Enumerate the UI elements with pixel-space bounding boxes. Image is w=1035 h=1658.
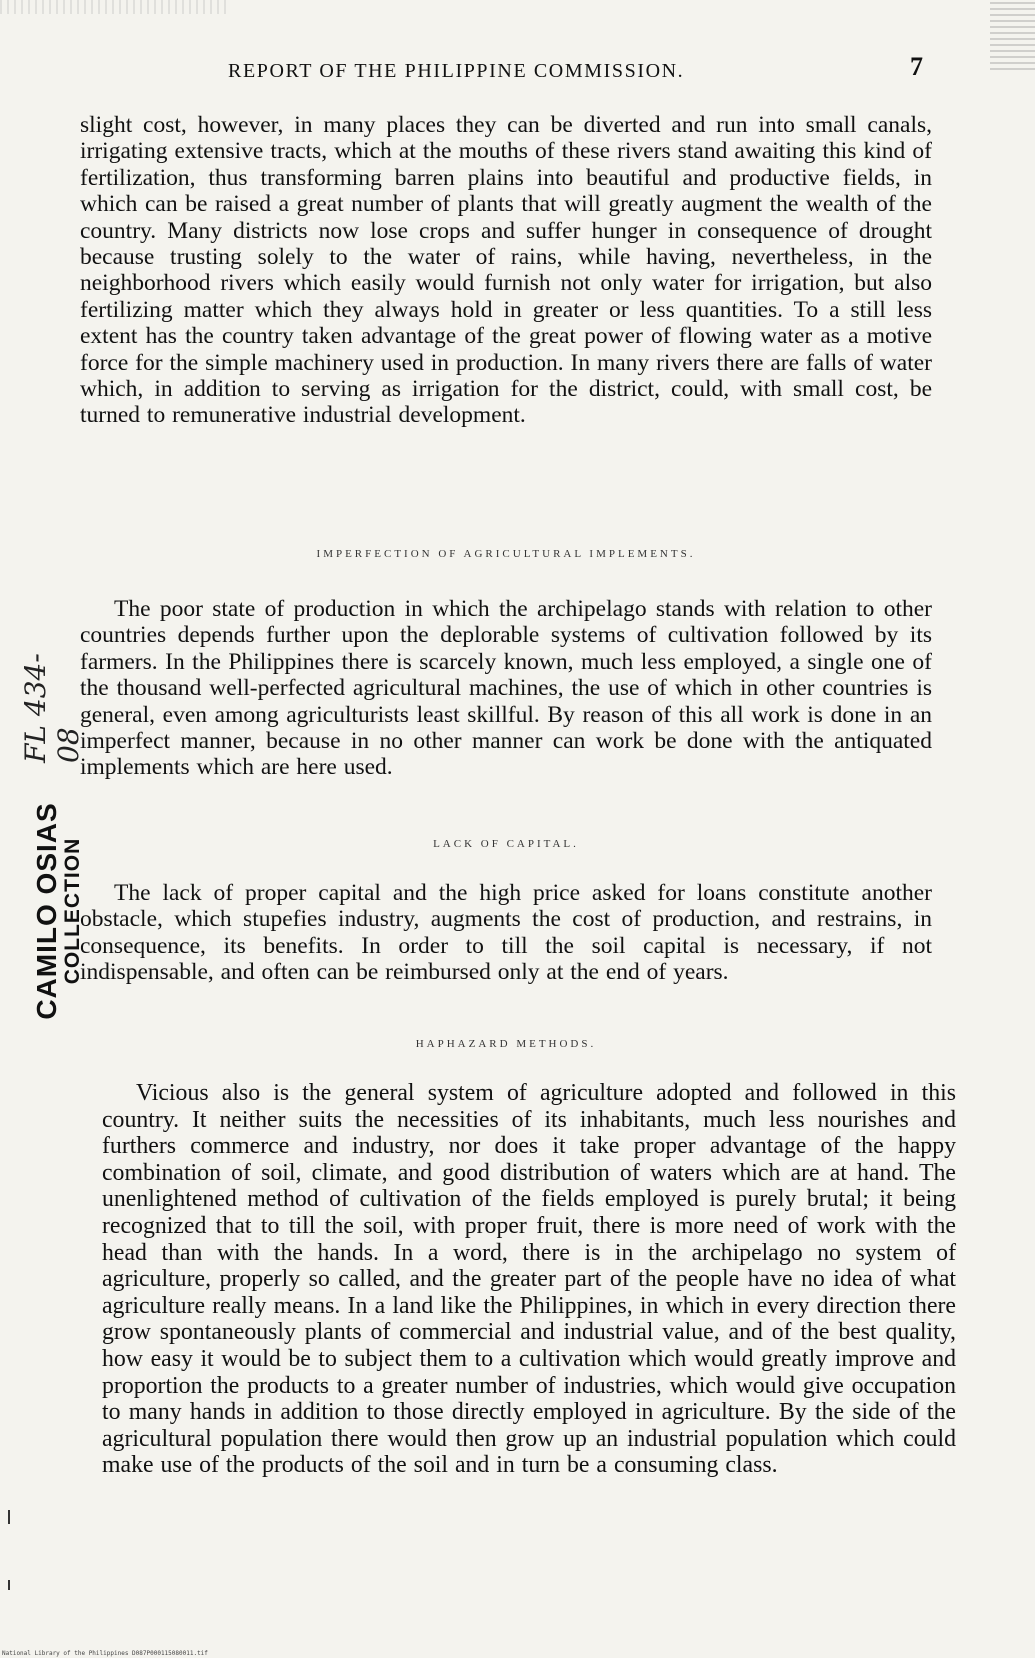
scan-footer: National Library of the Philippines D087P000115080011.tif: [2, 1650, 208, 1657]
stamp-line-2: COLLECTION: [61, 837, 84, 985]
paragraph: The poor state of production in which the archipelago stands with relation to other countries depends further upon the deplorable systems of cultivation followed by its farmers. In the Philippines there is scarcely known, much less employed, a single one of the thousand well-perfected agricultural machines, the use of which in other countries is general, even among agriculturists least skillful. By reason of this all work is done in an imperfect manner, because in no other manner can work be done with the antiquated implements which are here used.: [80, 596, 932, 781]
paragraph: Vicious also is the general system of agriculture adopted and followed in this country. It neither suits the necessities of its inhabitants, much less nourishes and furthers commerce and industry, nor does it take proper advantage of the happy combination of soil, climate, and good distribution of waters which are at hand. The unenlightened method of cultivation of the fields employed is purely brutal; it being recognized that to till the soil, with proper fruit, there is more need of work with the head than with the hands. In a word, there is in the archipelago no system of agriculture, properly so called, and the greater part of the people have no idea of what agriculture really means. In a land like the Philippines, in which in every direction there grow spontaneously plants of commercial and industrial value, and of the best quality, how easy it would be to subject them to a cultivation which would greatly improve and proportion the products to a greater number of industries, which would give occupation to many hands in addition to those directly employed in agriculture. By the side of the agricultural population there would then grow up an industrial population which could make use of the products of the soil and in turn be a consuming class.: [102, 1080, 956, 1479]
section-heading: LACK OF CAPITAL.: [433, 838, 579, 850]
section-heading: IMPERFECTION OF AGRICULTURAL IMPLEMENTS.: [316, 548, 696, 560]
page-number: 7: [910, 52, 923, 81]
margin-mark: [8, 1510, 10, 1524]
running-title: REPORT OF THE PHILIPPINE COMMISSION.: [228, 60, 685, 82]
margin-mark: [8, 1580, 10, 1590]
scan-noise: [0, 0, 230, 14]
stamp-line-1: CAMILO OSIAS: [31, 802, 62, 1020]
paragraph: The lack of proper capital and the high price asked for loans constitute another obstacle, which stupefies industry, augments the cost of production, and restrains, in consequence, its benefits. In order to till the soil capital is necessary, if not indispensable, and often can be reimbursed only at the end of years.: [80, 880, 932, 986]
scan-noise: [990, 0, 1035, 70]
handwritten-annotation: FL 434-08: [19, 653, 85, 763]
section-heading: HAPHAZARD METHODS.: [415, 1038, 597, 1050]
collection-stamp: [31, 796, 86, 1026]
paragraph: slight cost, however, in many places they can be diverted and run into small canals, irrigating extensive tracts, which at the mouths of these rivers stand awaiting this kind of fertilization, thus transforming barren plains into beautiful and productive fields, in which can be raised a great number of plants that will greatly augment the wealth of the country. Many districts now lose crops and suffer hunger in consequence of drought because trusting solely to the water of rains, while having, nevertheless, in the neighborhood rivers which easily would furnish not only water for irrigation, but also fertilizing matter which they always hold in greater or less quantities. To a still less extent has the country taken advantage of the great power of flowing water as a motive force for the simple machinery used in production. In many rivers there are falls of water which, in addition to serving as irrigation for the district, could, with small cost, be turned to remunerative industrial development.: [80, 112, 932, 429]
